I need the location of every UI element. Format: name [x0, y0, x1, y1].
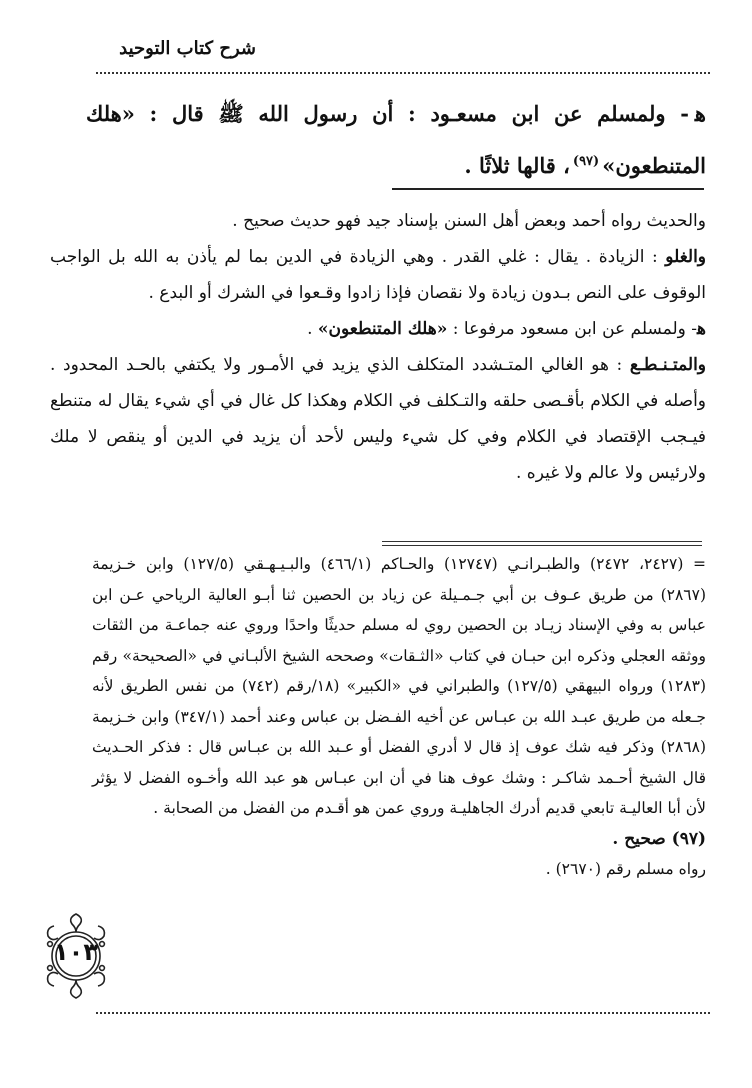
page-number: ١٠٣	[54, 938, 98, 966]
footnote-separator	[382, 541, 702, 542]
commentary-text: .	[307, 319, 313, 339]
hadith-line2: ، قالها ثلاثًا .	[464, 153, 570, 178]
hadith-quote: «هلك المتنطعون»	[317, 319, 448, 339]
term-mutanatti-definition: : هو الغالي المتـشدد المتكلف الذي يزيد في الأمـور ولا يكتفي بالحـد المحدود . وأصله في الكلام بأقـصى حلقه والتـكلف في الكلام وهكذا كل غال في أي شيء يقال له متنطع فيـجب الإقتصاد في الكلام وفي كل شيء وليس لأحد أن يزيد في الدين أو ينقص لا ملك ولارئيس ولا عالم ولا غيره .	[50, 355, 706, 483]
term-mutanatti: والمتـنـطـع	[629, 355, 707, 375]
footnote-97-text: رواه مسلم رقم (٢٦٧٠) .	[545, 860, 706, 878]
footer-rule	[96, 1012, 710, 1014]
running-title: شرح كتاب التوحيد	[119, 38, 256, 59]
hadith-marker: ﻫ	[694, 101, 706, 126]
term-ghulu-definition: : الزيادة . يقال : غلي القدر . وهي الزيادة في الدين بما لم يأذن به الله بل الواجب الوقوف على النص بـدون زيادة ولا نقصان فإذا زادوا وقـعوا في الشرك أو البدع .	[50, 247, 706, 303]
commentary	[50, 203, 706, 491]
footnote-separator	[382, 545, 702, 546]
term-ghulu: والغلو	[665, 247, 707, 267]
commentary-paragraph	[50, 347, 706, 491]
hadith-marker: ﻫ	[697, 319, 706, 339]
footnote-ref-97: (٩٧)	[572, 154, 600, 169]
footnote-continued: = (٢٤٢٧، ٢٤٧٢) والطبـرانـي (١٢٧٤٧) والحـاكم (٤٦٦/١) والبـيـهـقي (١٢٧/٥) وابن خـزيمة (٢٨٦٧) من طريق عـوف بن أبي جـمـيلة عن زياد بن الحصين ثنا أبـو العالية الرياحي عـن ابن عباس به وفي الإسناد زيـاد بن الحصين روي له مسلم حديثًا واحدًا وروي عنه جماعـة من الثقات ووثقه العجلي وذكره ابن حبـان في كتاب «الثـقات» وصححه الشيخ الألبـاني في «الصحيحة» رقم (١٢٨٣) ورواه البيهقي (١٢٧/٥) والطبراني في «الكبير» (١٨/رقم (٧٤٢) من نفس الطريق لأنه جـعله من طريق عبـد الله بن عبـاس عن أخيه الفـضل بن عباس وعند أحمد (٣٤٧/١) وابن خـزيمة (٢٨٦٨) وذكر فيه شك عوف إذ قال لا أدري الفضل أو عـبد الله بن عبـاس قال : فذكر الحـديث قال الشيخ أحـمد شاكـر : وشك عوف هنا في أن ابن عبـاس هو عبد الله وأخـوه الفضل لا يؤثر لأن أبا العاليـة تابعي قديم أدرك الجاهليـة وروي عمن هو أقـدم من الفضل من الصحابة .	[92, 555, 706, 817]
commentary-paragraph: والحديث رواه أحمد وبعض أهل السنن بإسناد جيد فهو حديث صحيح .	[232, 211, 706, 231]
footnote-97-heading: (٩٧) صحيح .	[612, 828, 706, 849]
commentary-text: - ولمسلم عن ابن مسعود مرفوعا :	[452, 319, 698, 339]
hadith-divider	[392, 188, 704, 190]
hadith-text	[86, 90, 706, 190]
header-rule	[96, 72, 710, 74]
hadith-line1: - ولمسلم عن ابن مسعـود : أن رسول الله ﷺ قال : «هلك المتنطعون»	[86, 101, 706, 178]
commentary-paragraph	[50, 239, 706, 311]
footnotes	[92, 549, 706, 885]
commentary-paragraph	[50, 311, 706, 347]
